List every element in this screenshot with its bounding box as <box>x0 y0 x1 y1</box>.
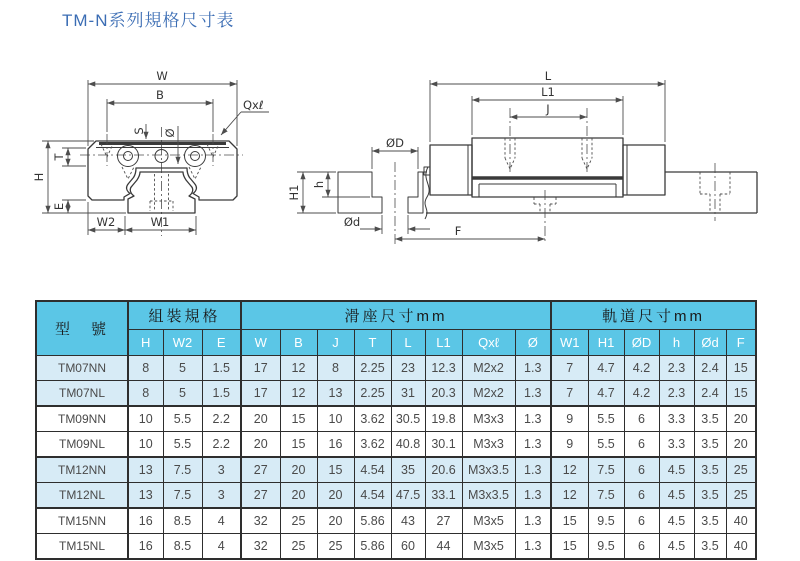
value-cell: 4.5 <box>659 483 694 509</box>
value-cell: 6 <box>624 406 659 432</box>
value-cell: 17 <box>241 356 280 381</box>
value-cell: 1.3 <box>515 356 551 381</box>
value-cell: 8 <box>128 356 163 381</box>
value-cell: M3x3.5 <box>462 457 515 483</box>
value-cell: 6 <box>624 534 659 560</box>
dim-label-dd: Ød <box>343 215 361 229</box>
value-cell: 30.5 <box>391 406 425 432</box>
value-cell: 4.5 <box>659 508 694 534</box>
value-cell: M2x2 <box>462 356 515 381</box>
value-cell: M3x3.5 <box>462 483 515 509</box>
col-header-W1: W1 <box>551 330 588 356</box>
carriage-front-view-drawing <box>32 69 269 236</box>
value-cell: 12.3 <box>425 356 462 381</box>
value-cell: 7.5 <box>163 483 202 509</box>
value-cell: 5.5 <box>163 432 202 458</box>
value-cell: 7.5 <box>163 457 202 483</box>
dim-label-f: F <box>454 224 462 238</box>
value-cell: 8.5 <box>163 534 202 560</box>
value-cell: 4 <box>202 508 241 534</box>
value-cell: 16 <box>317 432 354 458</box>
spec-table <box>35 300 757 560</box>
value-cell: 8.5 <box>163 508 202 534</box>
col-header-F: F <box>726 330 756 356</box>
value-cell: 5.86 <box>354 508 391 534</box>
value-cell: 3.5 <box>694 508 726 534</box>
value-cell: 19.8 <box>425 406 462 432</box>
value-cell: 6 <box>624 432 659 458</box>
value-cell: 60 <box>391 534 425 560</box>
value-cell: 17 <box>241 381 280 407</box>
value-cell: 1.3 <box>515 534 551 560</box>
table-row <box>36 534 756 560</box>
value-cell: 20 <box>317 508 354 534</box>
value-cell: 1.3 <box>515 381 551 407</box>
table-row <box>36 457 756 483</box>
group-header-carriage: 滑座尺寸mm <box>241 301 551 330</box>
value-cell: 3.5 <box>694 457 726 483</box>
page-title: TM-N系列規格尺寸表 <box>62 11 235 30</box>
value-cell: 9 <box>551 406 588 432</box>
value-cell: 3.3 <box>659 406 694 432</box>
col-header-ØD: ØD <box>624 330 659 356</box>
value-cell: 5.5 <box>163 406 202 432</box>
value-cell: 2.25 <box>354 381 391 407</box>
value-cell: 4.2 <box>624 356 659 381</box>
value-cell: 3.5 <box>694 406 726 432</box>
dim-label-j: J <box>546 102 550 116</box>
value-cell: 16 <box>128 508 163 534</box>
value-cell: 4.5 <box>659 457 694 483</box>
value-cell: 3.5 <box>694 483 726 509</box>
col-header-L: L <box>391 330 425 356</box>
value-cell: 8 <box>317 356 354 381</box>
dim-label-dia: Ø <box>163 128 177 138</box>
value-cell: 5.5 <box>588 406 624 432</box>
value-cell: 2.2 <box>202 406 241 432</box>
value-cell: 1.3 <box>515 457 551 483</box>
dim-label-h-small: h <box>312 180 326 189</box>
value-cell: 12 <box>280 356 317 381</box>
value-cell: 32 <box>241 534 280 560</box>
value-cell: 3.62 <box>354 432 391 458</box>
value-cell: 6 <box>624 483 659 509</box>
dim-label-h1: H1 <box>287 184 301 201</box>
col-header-W2: W2 <box>163 330 202 356</box>
value-cell: 25 <box>317 534 354 560</box>
table-row <box>36 381 756 407</box>
col-header-J: J <box>317 330 354 356</box>
dim-label-w1: W1 <box>150 215 170 229</box>
model-cell: TM12NN <box>36 457 128 483</box>
table-row <box>36 406 756 432</box>
value-cell: 20 <box>241 432 280 458</box>
model-cell: TM09NL <box>36 432 128 458</box>
value-cell: 40 <box>726 508 756 534</box>
col-header-model: 型 號 <box>36 301 128 356</box>
value-cell: M3x5 <box>462 534 515 560</box>
dim-label-s: S <box>132 127 146 135</box>
value-cell: 4.54 <box>354 457 391 483</box>
value-cell: 20 <box>726 432 756 458</box>
value-cell: 1.3 <box>515 483 551 509</box>
value-cell: 5 <box>163 356 202 381</box>
model-cell: TM07NL <box>36 381 128 407</box>
model-cell: TM15NN <box>36 508 128 534</box>
value-cell: 25 <box>280 508 317 534</box>
dim-label-e: E <box>52 202 66 211</box>
value-cell: 4.7 <box>588 356 624 381</box>
value-cell: 9 <box>551 432 588 458</box>
value-cell: 7.5 <box>588 457 624 483</box>
value-cell: 7 <box>551 356 588 381</box>
value-cell: 15 <box>551 508 588 534</box>
column-letter-row <box>36 330 756 356</box>
table-group-header-row <box>36 301 756 330</box>
value-cell: 2.25 <box>354 356 391 381</box>
value-cell: 7 <box>551 381 588 407</box>
value-cell: 13 <box>317 381 354 407</box>
value-cell: 3.5 <box>694 534 726 560</box>
group-header-rail: 軌道尺寸mm <box>551 301 756 330</box>
col-header-h: h <box>659 330 694 356</box>
value-cell: 15 <box>726 381 756 407</box>
col-header-H1: H1 <box>588 330 624 356</box>
model-cell: TM15NL <box>36 534 128 560</box>
value-cell: 4.2 <box>624 381 659 407</box>
value-cell: 3 <box>202 483 241 509</box>
value-cell: 12 <box>280 381 317 407</box>
value-cell: 20 <box>280 483 317 509</box>
value-cell: 1.3 <box>515 406 551 432</box>
value-cell: 20 <box>280 457 317 483</box>
value-cell: 12 <box>551 457 588 483</box>
rail-side-view-drawing <box>287 69 757 244</box>
dim-label-dD: ØD <box>386 136 404 150</box>
value-cell: 10 <box>317 406 354 432</box>
dim-label-t: T <box>52 153 66 161</box>
col-header-T: T <box>354 330 391 356</box>
value-cell: 10 <box>128 406 163 432</box>
col-header-W: W <box>241 330 280 356</box>
value-cell: M3x3 <box>462 432 515 458</box>
value-cell: 25 <box>726 457 756 483</box>
group-header-assembly: 組裝規格 <box>128 301 241 330</box>
value-cell: 3.62 <box>354 406 391 432</box>
col-header-Ød: Ød <box>694 330 726 356</box>
value-cell: 25 <box>280 534 317 560</box>
value-cell: 15 <box>551 534 588 560</box>
value-cell: 4.5 <box>659 534 694 560</box>
value-cell: 16 <box>128 534 163 560</box>
value-cell: 40 <box>726 534 756 560</box>
value-cell: 1.5 <box>202 356 241 381</box>
value-cell: 32 <box>241 508 280 534</box>
value-cell: 20.3 <box>425 381 462 407</box>
value-cell: M2x2 <box>462 381 515 407</box>
col-header-L1: L1 <box>425 330 462 356</box>
value-cell: 3.5 <box>694 432 726 458</box>
value-cell: 40.8 <box>391 432 425 458</box>
col-header-E: E <box>202 330 241 356</box>
value-cell: 30.1 <box>425 432 462 458</box>
table-row <box>36 508 756 534</box>
value-cell: 2.4 <box>694 356 726 381</box>
dim-label-w: W <box>156 69 168 83</box>
dim-label-l: L <box>544 69 552 83</box>
dim-label-h: H <box>32 172 46 182</box>
value-cell: 44 <box>425 534 462 560</box>
value-cell: 4 <box>202 534 241 560</box>
value-cell: 27 <box>241 457 280 483</box>
value-cell: 15 <box>317 457 354 483</box>
value-cell: 2.3 <box>659 381 694 407</box>
value-cell: 23 <box>391 356 425 381</box>
value-cell: 9.5 <box>588 534 624 560</box>
value-cell: 27 <box>241 483 280 509</box>
value-cell: 27 <box>425 508 462 534</box>
model-cell: TM07NN <box>36 356 128 381</box>
value-cell: 43 <box>391 508 425 534</box>
col-header-H: H <box>128 330 163 356</box>
value-cell: 13 <box>128 483 163 509</box>
value-cell: 2.2 <box>202 432 241 458</box>
value-cell: 2.4 <box>694 381 726 407</box>
dim-label-l1: L1 <box>541 85 555 99</box>
value-cell: 12 <box>551 483 588 509</box>
value-cell: 20 <box>241 406 280 432</box>
dim-label-b: B <box>156 88 164 102</box>
table-row <box>36 483 756 509</box>
value-cell: 4.54 <box>354 483 391 509</box>
value-cell: 5.5 <box>588 432 624 458</box>
model-cell: TM09NN <box>36 406 128 432</box>
value-cell: 25 <box>726 483 756 509</box>
value-cell: 3 <box>202 457 241 483</box>
table-row <box>36 356 756 381</box>
value-cell: 6 <box>624 508 659 534</box>
value-cell: 15 <box>726 356 756 381</box>
col-header-B: B <box>280 330 317 356</box>
value-cell: 31 <box>391 381 425 407</box>
spec-table-body <box>36 356 756 560</box>
dim-label-qxl: Qxℓ <box>243 98 264 112</box>
value-cell: 2.3 <box>659 356 694 381</box>
value-cell: 1.5 <box>202 381 241 407</box>
table-row <box>36 432 756 458</box>
value-cell: M3x3 <box>462 406 515 432</box>
value-cell: 8 <box>128 381 163 407</box>
value-cell: 15 <box>280 432 317 458</box>
col-header-Qxℓ: Qxℓ <box>462 330 515 356</box>
dim-label-w2: W2 <box>96 215 116 229</box>
value-cell: 15 <box>280 406 317 432</box>
model-cell: TM12NL <box>36 483 128 509</box>
value-cell: 4.7 <box>588 381 624 407</box>
value-cell: 1.3 <box>515 508 551 534</box>
value-cell: 20 <box>726 406 756 432</box>
value-cell: 6 <box>624 457 659 483</box>
value-cell: 9.5 <box>588 508 624 534</box>
value-cell: 7.5 <box>588 483 624 509</box>
value-cell: 1.3 <box>515 432 551 458</box>
value-cell: 3.3 <box>659 432 694 458</box>
value-cell: M3x5 <box>462 508 515 534</box>
value-cell: 20 <box>317 483 354 509</box>
value-cell: 5 <box>163 381 202 407</box>
value-cell: 13 <box>128 457 163 483</box>
value-cell: 35 <box>391 457 425 483</box>
value-cell: 10 <box>128 432 163 458</box>
col-header-Ø: Ø <box>515 330 551 356</box>
value-cell: 33.1 <box>425 483 462 509</box>
value-cell: 47.5 <box>391 483 425 509</box>
value-cell: 20.6 <box>425 457 462 483</box>
value-cell: 5.86 <box>354 534 391 560</box>
